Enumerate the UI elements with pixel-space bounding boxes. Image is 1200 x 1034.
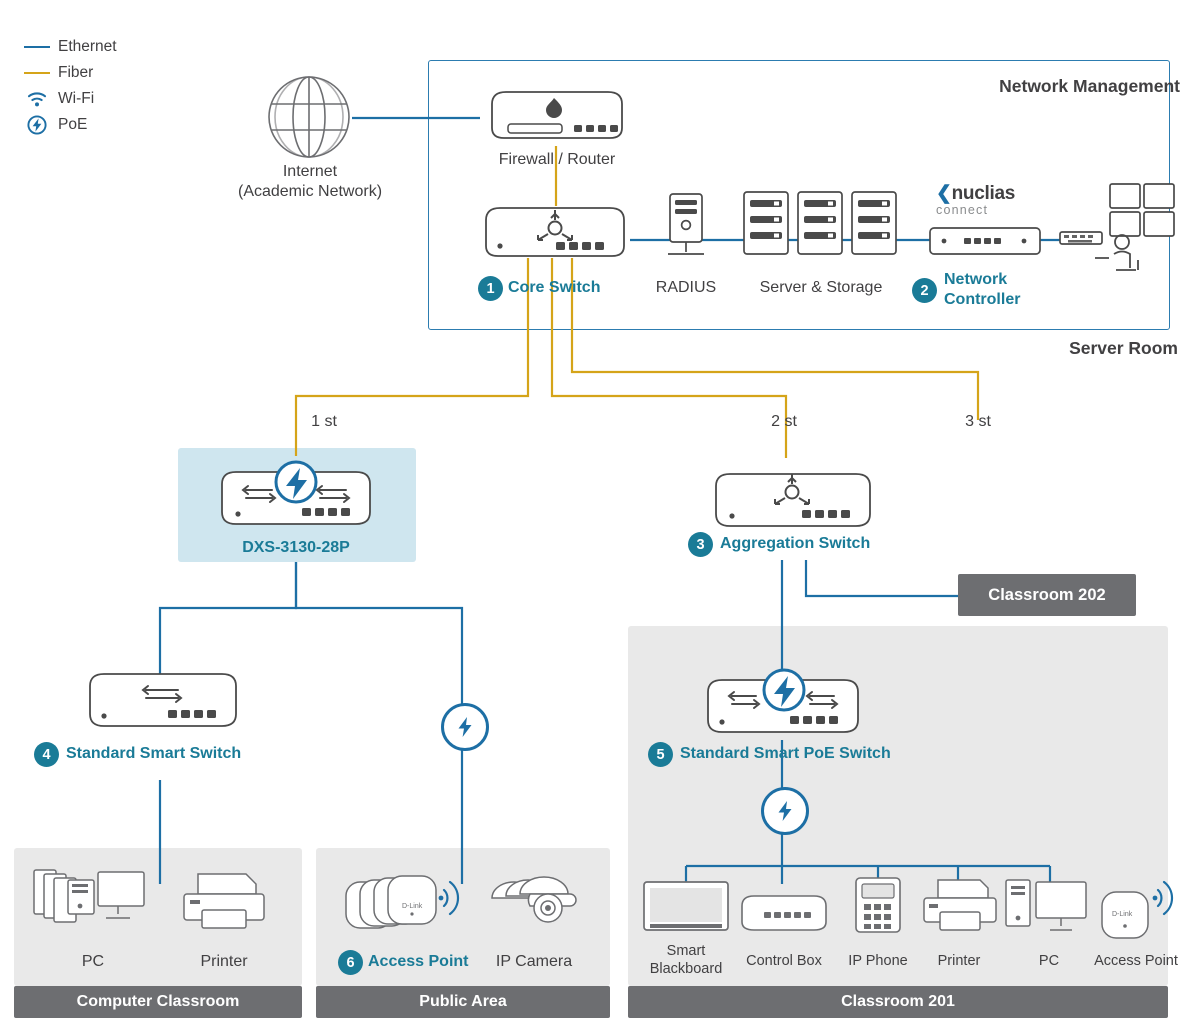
control-box-icon: [738, 890, 830, 939]
printer-icon: [918, 878, 1002, 941]
badge-access-point: 6: [338, 950, 363, 975]
legend-item-ethernet: [22, 34, 117, 60]
radius-label: RADIUS: [655, 279, 717, 296]
poe-icon: [761, 787, 809, 835]
dxs-switch-label: DXS-3130-28P: [242, 539, 350, 556]
poe-icon: [441, 703, 489, 751]
svg-text:D-Link: D-Link: [1112, 911, 1133, 918]
wifi-icon: [22, 90, 52, 108]
access-point-icon: [1094, 874, 1186, 945]
access-point-stack-icon: [344, 868, 474, 943]
server-storage-icon: [742, 190, 900, 267]
tag-classroom-202: Classroom 202: [958, 574, 1136, 616]
legend-item-poe: [22, 112, 117, 138]
nuclias-logo: [936, 182, 1046, 217]
standard-smart-switch-label: Standard Smart Switch: [66, 745, 242, 762]
legend: [22, 34, 117, 138]
standard-smart-poe-switch-icon: [702, 662, 866, 745]
printer-label: Printer: [937, 953, 981, 969]
badge-standard-smart-poe-switch: 5: [648, 742, 673, 767]
aggregation-switch-label: Aggregation Switch: [720, 535, 871, 552]
tag-classroom-201: Classroom 201: [628, 986, 1168, 1018]
network-controller-icon: [928, 222, 1042, 267]
ip-camera-icon: [486, 872, 586, 939]
dxs-switch-icon: [216, 458, 380, 537]
poe-icon: [22, 115, 52, 135]
access-point-label: Access Point: [1094, 953, 1178, 969]
ip-phone-label: IP Phone: [848, 953, 908, 969]
nuclias-sub-text: connect: [936, 203, 989, 217]
zone-network-management-title: Network Management: [999, 76, 1180, 96]
chevron-left-icon: ❮: [936, 183, 952, 204]
legend-label: PoE: [58, 116, 88, 133]
ip-phone-icon: [850, 876, 906, 943]
smart-blackboard-icon: [642, 880, 730, 943]
legend-item-wifi: [22, 86, 117, 112]
ip-camera-label: IP Camera: [495, 953, 573, 970]
printer-icon: [176, 870, 272, 939]
line-icon: [22, 72, 52, 75]
pc-icon: [1004, 876, 1090, 943]
server-storage-label: Server & Storage: [759, 279, 883, 296]
uplink-floor-2-label: 2 st: [771, 413, 797, 430]
legend-item-fiber: [22, 60, 117, 86]
zone-server-room-title: Server Room: [1069, 338, 1178, 358]
core-switch-label: Core Switch: [508, 279, 601, 296]
nuclias-brand-text: ❮nuclias: [936, 183, 1015, 204]
pc-label: PC: [81, 953, 105, 970]
internet-globe-icon: [266, 74, 352, 165]
svg-text:D-Link: D-Link: [402, 903, 423, 910]
radius-server-icon: [660, 192, 712, 267]
tag-computer-classroom: Computer Classroom: [14, 986, 302, 1018]
core-switch-icon: [478, 196, 636, 267]
firewall-router-label: Firewall / Router: [498, 151, 616, 168]
admin-workstation-icon: [1054, 180, 1178, 277]
control-box-label: Control Box: [746, 953, 822, 969]
badge-aggregation-switch: 3: [688, 532, 713, 557]
legend-label: Wi-Fi: [58, 90, 95, 107]
uplink-floor-3-label: 3 st: [965, 413, 991, 430]
access-point-label: Access Point: [368, 953, 469, 970]
pc-label: PC: [1038, 953, 1060, 969]
network-controller-label: Network Controller: [944, 271, 1021, 308]
aggregation-switch-icon: [710, 460, 876, 535]
badge-core-switch: 1: [478, 276, 503, 301]
line-icon: [22, 46, 52, 49]
firewall-router-icon: [478, 84, 636, 151]
standard-smart-switch-icon: [84, 668, 242, 741]
printer-label: Printer: [200, 953, 248, 970]
standard-smart-poe-switch-label: Standard Smart PoE Switch: [680, 745, 891, 762]
smart-blackboard-label: Smart Blackboard: [649, 943, 723, 978]
internet-label: Internet (Academic Network): [237, 163, 383, 200]
badge-standard-smart-switch: 4: [34, 742, 59, 767]
uplink-floor-1-label: 1 st: [311, 413, 337, 430]
legend-label: Ethernet: [58, 38, 117, 55]
pc-stack-icon: [32, 866, 158, 941]
badge-network-controller: 2: [912, 278, 937, 303]
tag-public-area: Public Area: [316, 986, 610, 1018]
legend-label: Fiber: [58, 64, 94, 81]
